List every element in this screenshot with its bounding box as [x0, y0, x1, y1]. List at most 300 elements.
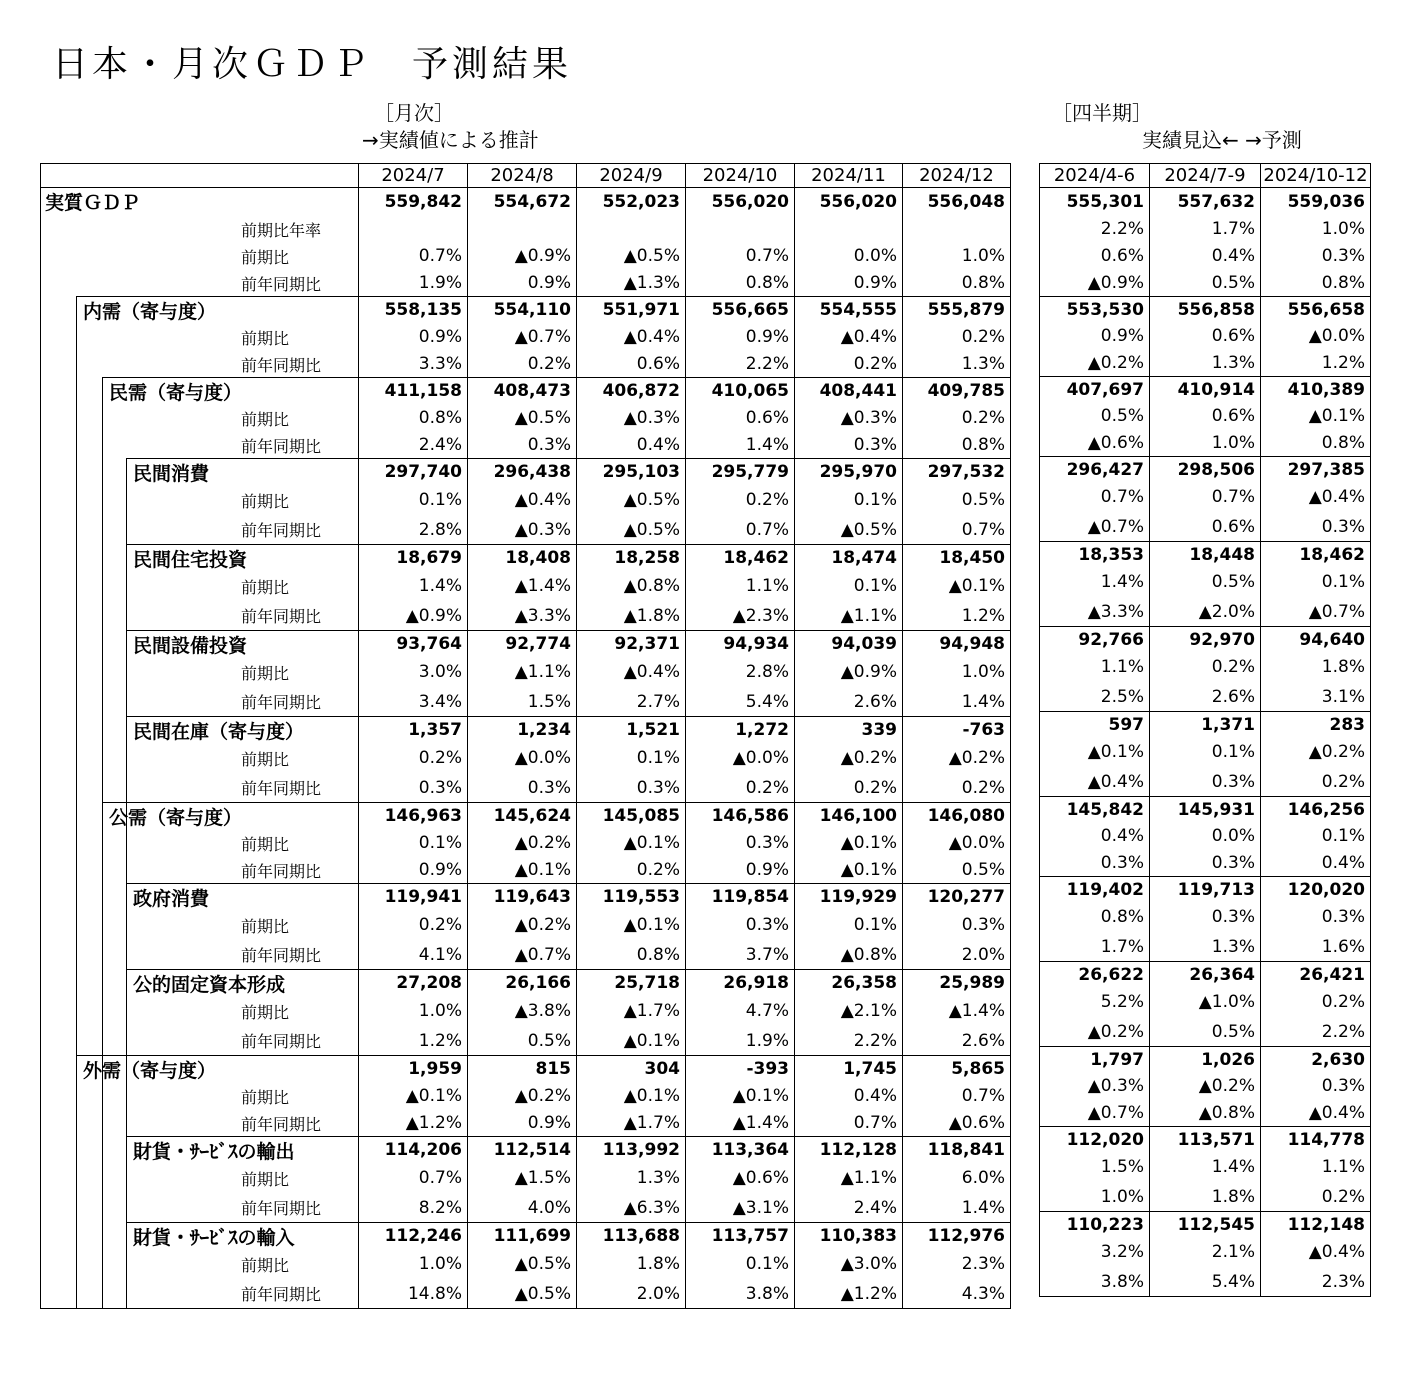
table-row — [1040, 682, 1371, 712]
row-sublabel: 前年同期比 — [241, 521, 322, 541]
monthly-value: 119,941 — [359, 884, 468, 911]
monthly-value: ▲0.8% — [577, 572, 686, 602]
monthly-value: 112,514 — [468, 1137, 577, 1164]
hierarchy-line — [102, 377, 103, 1309]
quarterly-value: 0.8% — [1261, 270, 1371, 297]
quarterly-value: 145,931 — [1150, 797, 1261, 823]
table-row — [41, 216, 1011, 243]
monthly-value: 0.3% — [577, 773, 686, 803]
quarterly-value: 18,353 — [1040, 542, 1150, 568]
table-row — [41, 270, 1011, 297]
monthly-value: ▲0.4% — [577, 324, 686, 351]
table-row — [41, 803, 1011, 830]
monthly-value: 297,532 — [903, 459, 1011, 486]
quarterly-value: 1.7% — [1040, 932, 1150, 962]
monthly-value: 146,080 — [903, 803, 1011, 830]
row-sublabel: 前期比 — [241, 491, 290, 511]
monthly-value: 26,166 — [468, 970, 577, 997]
monthly-value: 0.9% — [359, 857, 468, 884]
quarterly-value: ▲0.1% — [1040, 738, 1150, 768]
monthly-value: 0.9% — [359, 324, 468, 351]
quarterly-value: 0.3% — [1150, 850, 1261, 877]
table-row — [41, 486, 1011, 516]
quarterly-value: 112,148 — [1261, 1212, 1371, 1238]
quarterly-value: 0.3% — [1261, 903, 1371, 933]
monthly-value: 0.8% — [903, 432, 1011, 459]
row-sublabel: 前期比 — [241, 409, 290, 429]
quarterly-value: 0.4% — [1040, 823, 1150, 850]
monthly-value: 92,371 — [577, 631, 686, 658]
monthly-value: 0.6% — [686, 405, 795, 432]
monthly-value: 555,879 — [903, 297, 1011, 324]
monthly-value: 559,842 — [359, 188, 468, 216]
monthly-value: 26,358 — [795, 970, 903, 997]
table-row — [41, 1056, 1011, 1083]
monthly-value: 112,246 — [359, 1223, 468, 1250]
monthly-value: 0.2% — [686, 486, 795, 516]
table-row — [41, 1083, 1011, 1110]
monthly-value: 304 — [577, 1056, 686, 1083]
monthly-value: 146,586 — [686, 803, 795, 830]
monthly-value: 2.8% — [686, 658, 795, 688]
monthly-value: 2.0% — [577, 1279, 686, 1309]
quarterly-value: 113,571 — [1150, 1127, 1261, 1153]
monthly-value: 14.8% — [359, 1279, 468, 1309]
quarterly-value: 145,842 — [1040, 797, 1150, 823]
monthly-value: ▲0.1% — [577, 911, 686, 941]
table-row — [1040, 457, 1371, 483]
monthly-value: 1.3% — [903, 351, 1011, 378]
monthly-value: 558,135 — [359, 297, 468, 324]
monthly-value: 0.9% — [468, 1110, 577, 1137]
monthly-value: 406,872 — [577, 378, 686, 405]
quarterly-value: 1.3% — [1150, 350, 1261, 377]
quarterly-value: 0.4% — [1261, 850, 1371, 877]
monthly-value: 119,553 — [577, 884, 686, 911]
monthly-value: ▲1.4% — [468, 572, 577, 602]
quarterly-value: 1,026 — [1150, 1047, 1261, 1073]
table-row — [41, 572, 1011, 602]
quarterly-value: 1,797 — [1040, 1047, 1150, 1073]
monthly-caption: ［月次］ — [374, 101, 454, 125]
row-sublabel: 前期比 — [241, 834, 290, 854]
monthly-value: ▲0.1% — [795, 857, 903, 884]
monthly-value: 1,357 — [359, 717, 468, 744]
table-row — [41, 243, 1011, 270]
monthly-value: 8.2% — [359, 1193, 468, 1223]
table-row — [1040, 350, 1371, 377]
monthly-value: 5.4% — [686, 687, 795, 717]
quarterly-value: 2.1% — [1150, 1238, 1261, 1268]
monthly-value: 0.7% — [903, 1083, 1011, 1110]
table-row — [41, 1279, 1011, 1309]
monthly-value: 1,959 — [359, 1056, 468, 1083]
table-row — [41, 773, 1011, 803]
monthly-value: 1.2% — [359, 1026, 468, 1056]
table-row — [41, 1164, 1011, 1194]
row-sublabel: 前期比 — [241, 1087, 290, 1107]
row-sublabel: 前期比 — [241, 663, 290, 683]
monthly-value: 0.8% — [359, 405, 468, 432]
monthly-value: 120,277 — [903, 884, 1011, 911]
quarterly-value: 2.3% — [1261, 1267, 1371, 1297]
monthly-value: 3.8% — [686, 1279, 795, 1309]
quarterly-value: 2.2% — [1261, 1017, 1371, 1047]
monthly-value: ▲0.1% — [686, 1083, 795, 1110]
quarterly-value: 0.2% — [1261, 988, 1371, 1018]
monthly-value: ▲1.1% — [795, 1164, 903, 1194]
monthly-value: ▲0.5% — [468, 405, 577, 432]
monthly-value: 4.7% — [686, 997, 795, 1027]
monthly-value: ▲1.5% — [468, 1164, 577, 1194]
table-row — [1040, 653, 1371, 683]
monthly-value: 2.8% — [359, 515, 468, 545]
quarterly-value: 0.7% — [1150, 483, 1261, 513]
monthly-value: 5,865 — [903, 1056, 1011, 1083]
row-sublabel: 前年同期比 — [241, 1032, 322, 1052]
quarterly-value: 556,858 — [1150, 297, 1261, 323]
table-row — [1040, 270, 1371, 297]
quarterly-value: ▲0.2% — [1150, 1073, 1261, 1100]
monthly-value: 815 — [468, 1056, 577, 1083]
quarterly-note: 実績見込← →予測 — [1142, 128, 1302, 152]
monthly-value: ▲0.2% — [795, 744, 903, 774]
quarterly-value: 0.3% — [1261, 512, 1371, 542]
quarterly-value: 298,506 — [1150, 457, 1261, 483]
quarterly-value: 1.4% — [1150, 1153, 1261, 1183]
table-row — [41, 1223, 1011, 1250]
quarterly-value: 0.1% — [1150, 738, 1261, 768]
quarterly-value: 2.5% — [1040, 682, 1150, 712]
group-separator — [126, 630, 358, 631]
month-header: 2024/11 — [795, 164, 903, 188]
quarterly-value: 0.8% — [1040, 903, 1150, 933]
quarterly-value: 0.8% — [1261, 430, 1371, 457]
quarterly-value: 3.1% — [1261, 682, 1371, 712]
monthly-value: 93,764 — [359, 631, 468, 658]
monthly-value: 145,624 — [468, 803, 577, 830]
table-row — [41, 515, 1011, 545]
monthly-value: 1.9% — [686, 1026, 795, 1056]
monthly-value: 0.8% — [903, 270, 1011, 297]
table-row — [41, 997, 1011, 1027]
monthly-value: 146,963 — [359, 803, 468, 830]
table-row — [41, 717, 1011, 744]
monthly-value: ▲0.9% — [359, 601, 468, 631]
table-row — [1040, 823, 1371, 850]
monthly-value: ▲0.2% — [468, 911, 577, 941]
quarterly-value: 2,630 — [1261, 1047, 1371, 1073]
monthly-value: 119,643 — [468, 884, 577, 911]
monthly-value: 110,383 — [795, 1223, 903, 1250]
quarterly-caption: ［四半期］ — [1052, 101, 1152, 125]
monthly-value: ▲0.0% — [468, 744, 577, 774]
monthly-value: 0.2% — [903, 405, 1011, 432]
monthly-table — [40, 163, 1011, 1309]
quarterly-value: 0.3% — [1261, 1073, 1371, 1100]
row-label: 民間設備投資 — [133, 634, 248, 657]
monthly-value: 0.2% — [359, 911, 468, 941]
quarterly-value: 0.7% — [1040, 483, 1150, 513]
row-label: 公的固定資本形成 — [133, 973, 286, 996]
quarterly-value: 0.2% — [1150, 653, 1261, 683]
group-separator — [126, 458, 358, 459]
group-separator — [76, 296, 358, 297]
monthly-value: 4.1% — [359, 940, 468, 970]
table-row — [41, 1026, 1011, 1056]
quarterly-value: 114,778 — [1261, 1127, 1371, 1153]
monthly-value: 146,100 — [795, 803, 903, 830]
monthly-value: 113,364 — [686, 1137, 795, 1164]
monthly-value: 0.3% — [359, 773, 468, 803]
monthly-value — [468, 216, 577, 243]
table-row — [41, 744, 1011, 774]
monthly-value: 0.5% — [468, 1026, 577, 1056]
monthly-value: 554,555 — [795, 297, 903, 324]
table-row — [1040, 797, 1371, 823]
quarterly-value: 18,448 — [1150, 542, 1261, 568]
table-row — [1040, 627, 1371, 653]
quarterly-value: 2.6% — [1150, 682, 1261, 712]
monthly-value: ▲0.1% — [577, 1083, 686, 1110]
monthly-value — [903, 216, 1011, 243]
row-sublabel: 前年同期比 — [241, 946, 322, 966]
monthly-value: ▲1.4% — [686, 1110, 795, 1137]
monthly-value: 18,450 — [903, 545, 1011, 572]
table-row — [41, 545, 1011, 572]
month-header: 2024/12 — [903, 164, 1011, 188]
monthly-value: 114,206 — [359, 1137, 468, 1164]
table-row — [41, 658, 1011, 688]
quarterly-value: 1.1% — [1040, 653, 1150, 683]
quarterly-value: 0.1% — [1261, 823, 1371, 850]
monthly-value: 1,234 — [468, 717, 577, 744]
monthly-note: →実績値による推計 — [362, 128, 539, 152]
row-sublabel: 前年同期比 — [241, 1199, 322, 1219]
row-sublabel: 前期比 — [241, 1169, 290, 1189]
monthly-value: 1.0% — [903, 658, 1011, 688]
monthly-value: ▲1.8% — [577, 601, 686, 631]
quarterly-value: 0.6% — [1150, 323, 1261, 350]
monthly-value: 1.4% — [686, 432, 795, 459]
monthly-value: ▲0.5% — [468, 1279, 577, 1309]
monthly-value: ▲0.7% — [468, 324, 577, 351]
monthly-value: ▲1.1% — [795, 601, 903, 631]
group-separator — [126, 883, 358, 884]
row-sublabel: 前年同期比 — [241, 274, 322, 294]
table-row — [1040, 597, 1371, 627]
monthly-value — [686, 216, 795, 243]
monthly-value: 409,785 — [903, 378, 1011, 405]
monthly-value: 0.1% — [795, 572, 903, 602]
row-sublabel: 前期比 — [241, 1255, 290, 1275]
monthly-value: ▲0.0% — [686, 744, 795, 774]
table-row — [1040, 1267, 1371, 1297]
row-sublabel: 前期比 — [241, 1002, 290, 1022]
quarterly-value: 0.1% — [1261, 568, 1371, 598]
quarterly-value: 1.1% — [1261, 1153, 1371, 1183]
monthly-value: ▲0.2% — [468, 1083, 577, 1110]
quarterly-value: 283 — [1261, 712, 1371, 738]
monthly-value: 0.1% — [795, 911, 903, 941]
monthly-value: 3.0% — [359, 658, 468, 688]
table-row — [41, 1137, 1011, 1164]
monthly-value: ▲0.0% — [903, 830, 1011, 857]
monthly-value: 113,992 — [577, 1137, 686, 1164]
monthly-value: 551,971 — [577, 297, 686, 324]
table-row — [41, 970, 1011, 997]
table-row — [41, 378, 1011, 405]
quarterly-value: 1.3% — [1150, 932, 1261, 962]
quarterly-value: 1.4% — [1040, 568, 1150, 598]
monthly-value: 0.7% — [359, 243, 468, 270]
monthly-value: 0.2% — [686, 773, 795, 803]
table-row — [1040, 430, 1371, 457]
table-row — [1040, 1182, 1371, 1212]
quarterly-value: ▲3.3% — [1040, 597, 1150, 627]
monthly-value: 0.3% — [903, 911, 1011, 941]
table-row — [41, 687, 1011, 717]
group-separator — [126, 716, 358, 717]
quarterly-value: 1,371 — [1150, 712, 1261, 738]
quarterly-value: ▲0.4% — [1261, 1238, 1371, 1268]
monthly-value: ▲0.6% — [686, 1164, 795, 1194]
page-title: 日本・月次ＧＤＰ 予測結果 — [52, 44, 573, 85]
quarterly-value: ▲0.7% — [1261, 597, 1371, 627]
table-row — [41, 297, 1011, 324]
monthly-value: 3.7% — [686, 940, 795, 970]
quarterly-value: 1.0% — [1040, 1182, 1150, 1212]
monthly-value: ▲1.2% — [795, 1279, 903, 1309]
quarterly-value: 555,301 — [1040, 188, 1150, 216]
quarterly-value: 1.7% — [1150, 216, 1261, 243]
quarterly-value: 0.2% — [1261, 767, 1371, 797]
monthly-value: ▲6.3% — [577, 1193, 686, 1223]
monthly-value: ▲3.8% — [468, 997, 577, 1027]
monthly-value: 0.3% — [686, 911, 795, 941]
monthly-value: ▲0.5% — [577, 515, 686, 545]
quarterly-value: 5.4% — [1150, 1267, 1261, 1297]
table-row — [1040, 988, 1371, 1018]
quarterly-value: 0.3% — [1150, 903, 1261, 933]
quarterly-value: 120,020 — [1261, 877, 1371, 903]
quarterly-value: 112,545 — [1150, 1212, 1261, 1238]
quarterly-value: 556,658 — [1261, 297, 1371, 323]
table-row — [1040, 243, 1371, 270]
monthly-value: 0.7% — [686, 243, 795, 270]
monthly-value: 0.1% — [359, 830, 468, 857]
table-row — [1040, 377, 1371, 403]
table-row — [41, 911, 1011, 941]
quarterly-value: 0.3% — [1261, 243, 1371, 270]
monthly-value: 0.4% — [577, 432, 686, 459]
quarterly-value: 0.5% — [1150, 1017, 1261, 1047]
monthly-value: 119,854 — [686, 884, 795, 911]
quarterly-value: 297,385 — [1261, 457, 1371, 483]
monthly-value: 4.3% — [903, 1279, 1011, 1309]
quarterly-value: 119,713 — [1150, 877, 1261, 903]
monthly-value: 1.2% — [903, 601, 1011, 631]
monthly-value: -393 — [686, 1056, 795, 1083]
monthly-value: 2.7% — [577, 687, 686, 717]
monthly-value: 3.3% — [359, 351, 468, 378]
table-row — [1040, 738, 1371, 768]
quarterly-value: 112,020 — [1040, 1127, 1150, 1153]
monthly-value: 1.4% — [903, 1193, 1011, 1223]
table-row — [1040, 297, 1371, 323]
table-row — [41, 1110, 1011, 1137]
group-separator — [126, 969, 358, 970]
monthly-value: 0.2% — [795, 773, 903, 803]
quarter-header: 2024/10-12 — [1261, 164, 1371, 188]
monthly-value: 408,441 — [795, 378, 903, 405]
monthly-value: 0.7% — [686, 515, 795, 545]
monthly-value: 552,023 — [577, 188, 686, 216]
quarterly-value: 2.2% — [1040, 216, 1150, 243]
monthly-value: ▲0.2% — [468, 830, 577, 857]
quarterly-value: 0.3% — [1150, 767, 1261, 797]
hierarchy-line — [76, 296, 77, 1309]
row-sublabel: 前年同期比 — [241, 861, 322, 881]
table-row — [1040, 1100, 1371, 1127]
monthly-value: 27,208 — [359, 970, 468, 997]
table-row — [1040, 323, 1371, 350]
monthly-value: 0.2% — [359, 744, 468, 774]
table-row — [1040, 188, 1371, 216]
monthly-value: ▲0.1% — [577, 830, 686, 857]
monthly-value: 411,158 — [359, 378, 468, 405]
monthly-value: 556,020 — [795, 188, 903, 216]
quarterly-value: ▲0.2% — [1040, 1017, 1150, 1047]
monthly-value: ▲0.5% — [577, 243, 686, 270]
monthly-value: 0.7% — [795, 1110, 903, 1137]
monthly-value: 1,272 — [686, 717, 795, 744]
monthly-value: 119,929 — [795, 884, 903, 911]
monthly-value: 0.9% — [468, 270, 577, 297]
quarterly-value: 1.0% — [1150, 430, 1261, 457]
quarterly-value: 18,462 — [1261, 542, 1371, 568]
table-row — [41, 351, 1011, 378]
table-row — [1040, 542, 1371, 568]
monthly-value: 0.9% — [686, 324, 795, 351]
quarterly-value: ▲0.2% — [1261, 738, 1371, 768]
quarterly-value: 0.3% — [1040, 850, 1150, 877]
group-separator — [102, 377, 358, 378]
quarter-header: 2024/4-6 — [1040, 164, 1150, 188]
monthly-value: 0.2% — [577, 857, 686, 884]
quarterly-value: 0.0% — [1150, 823, 1261, 850]
group-separator — [126, 1222, 358, 1223]
monthly-value: 0.8% — [686, 270, 795, 297]
monthly-value: 18,258 — [577, 545, 686, 572]
monthly-value: ▲0.4% — [468, 486, 577, 516]
quarterly-value: ▲0.2% — [1040, 350, 1150, 377]
monthly-value: 112,128 — [795, 1137, 903, 1164]
monthly-value: ▲0.9% — [468, 243, 577, 270]
monthly-value: 2.6% — [795, 687, 903, 717]
quarterly-value: 0.5% — [1150, 270, 1261, 297]
monthly-value: 118,841 — [903, 1137, 1011, 1164]
row-label: 内需（寄与度） — [83, 300, 217, 323]
monthly-value: ▲1.2% — [359, 1110, 468, 1137]
table-row — [1040, 932, 1371, 962]
row-label: 公需（寄与度） — [109, 806, 243, 829]
monthly-value: 556,048 — [903, 188, 1011, 216]
monthly-value: 94,039 — [795, 631, 903, 658]
monthly-value: ▲0.1% — [468, 857, 577, 884]
monthly-value: ▲0.9% — [795, 658, 903, 688]
monthly-value: 6.0% — [903, 1164, 1011, 1194]
